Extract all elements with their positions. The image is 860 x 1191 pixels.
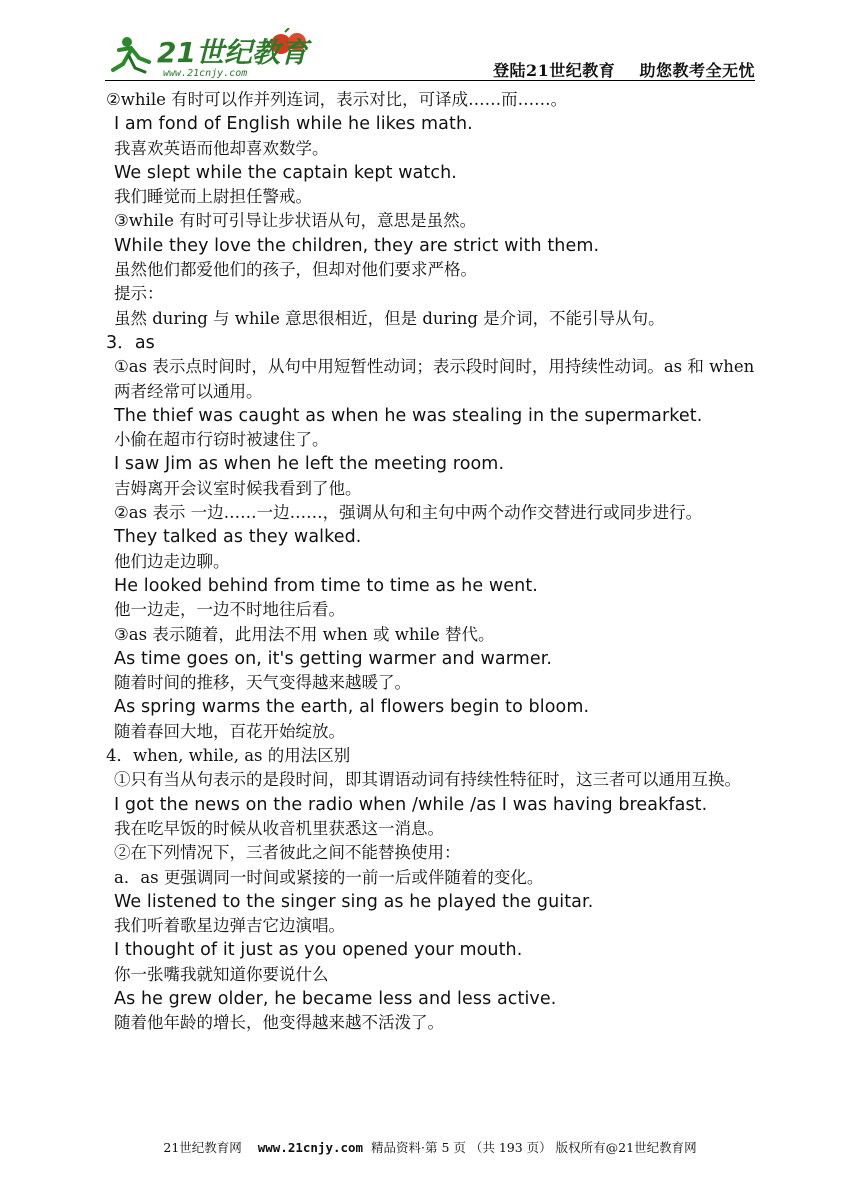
- text-line: ①只有当从句表示的是段时间，即其谓语动词有持续性特征时，这三者可以通用互换。: [114, 770, 741, 790]
- text-line: He looked behind from time to time as he went.: [114, 575, 538, 596]
- text-line: 4．when, while, as 的用法区别: [106, 746, 351, 766]
- text-line: a．as 更强调同一时间或紧接的一前一后或伴随着的变化。: [114, 867, 544, 887]
- running-figure-icon: [113, 37, 149, 72]
- logo-text: 21世纪教育: [157, 36, 308, 69]
- text-line: 虽然他们都爱他们的孩子，但却对他们要求严格。: [114, 260, 477, 280]
- text-line: ③while 有时可引导让步状语从句，意思是虽然。: [114, 211, 477, 231]
- text-line: We listened to the singer sing as he played the guitar.: [114, 891, 594, 912]
- text-line: ②while 有时可以作并列连词，表示对比，可译成……而……。: [106, 90, 568, 109]
- footer-url: www.21cnjy.com: [257, 1140, 364, 1155]
- header-divider: [105, 80, 755, 81]
- text-line: 提示：: [114, 284, 164, 304]
- header-slogan: 登陆21世纪教育 助您教考全无忧: [492, 61, 755, 80]
- text-line: ②as 表示 一边……一边……，强调从句和主句中两个动作交替进行或同步进行。: [114, 503, 703, 523]
- text-line: 我们睡觉而上尉担任警戒。: [114, 187, 312, 207]
- text-line: As spring warms the earth, al flowers begin to bloom.: [114, 697, 590, 718]
- text-line: 随着时间的推移，天气变得越来越暖了。: [114, 673, 411, 693]
- text-line: 他们边走边聊。: [114, 551, 230, 571]
- footer-page-info: 精品资料·第 5 页 （共 193 页） 版权所有@21世纪教育网: [371, 1140, 697, 1155]
- text-line: 小偷在超市行窃时被逮住了。: [114, 430, 329, 450]
- text-line: 你一张嘴我就知道你要说什么: [114, 964, 329, 984]
- text-line: 虽然 during 与 while 意思很相近，但是 during 是介词，不能引导从句。: [114, 308, 665, 328]
- text-line: They talked as they walked.: [114, 527, 362, 548]
- text-line: I saw Jim as when he left the meeting room.: [114, 454, 505, 475]
- text-line: As time goes on, it's getting warmer and warmer.: [114, 648, 553, 669]
- text-line: 吉姆离开会议室时候我看到了他。: [114, 478, 362, 498]
- page-footer: [0, 1138, 860, 1156]
- text-line: As he grew older, he became less and less active.: [114, 988, 557, 1009]
- text-line: The thief was caught as when he was stealing in the supermarket.: [114, 405, 703, 426]
- page-header: [105, 28, 755, 80]
- document-body: [106, 88, 766, 1036]
- text-line: I thought of it just as you opened your mouth.: [114, 940, 523, 961]
- text-line: 我喜欢英语而他却喜欢数学。: [114, 138, 329, 158]
- text-line: I am fond of English while he likes math.: [114, 114, 473, 135]
- text-line: 3．as: [106, 332, 155, 353]
- text-line: 随着他年龄的增长，他变得越来越不活泼了。: [114, 1013, 444, 1033]
- logo: [105, 28, 325, 80]
- text-line: ①as 表示点时间时，从句中用短暂性动词；表示段时间时，用持续性动词。as 和 when 两者经常可以通用。: [114, 357, 755, 401]
- text-line: 我们听着歌星边弹吉它边演唱。: [114, 916, 345, 936]
- text-line: 我在吃早饭的时候从收音机里获悉这一消息。: [114, 818, 444, 838]
- logo-url: www.21cnjy.com: [163, 68, 248, 79]
- text-line: We slept while the captain kept watch.: [114, 162, 457, 183]
- text-line: ③as 表示随着，此用法不用 when 或 while 替代。: [114, 624, 495, 644]
- text-line: I got the news on the radio when /while /as I was having breakfast.: [114, 794, 708, 815]
- text-line: 随着春回大地，百花开始绽放。: [114, 721, 345, 741]
- text-line: ②在下列情况下，三者彼此之间不能替换使用：: [114, 843, 461, 863]
- footer-site-name: 21世纪教育网: [163, 1140, 242, 1155]
- text-line: While they love the children, they are strict with them.: [114, 235, 600, 256]
- text-line: 他一边走，一边不时地往后看。: [114, 600, 345, 620]
